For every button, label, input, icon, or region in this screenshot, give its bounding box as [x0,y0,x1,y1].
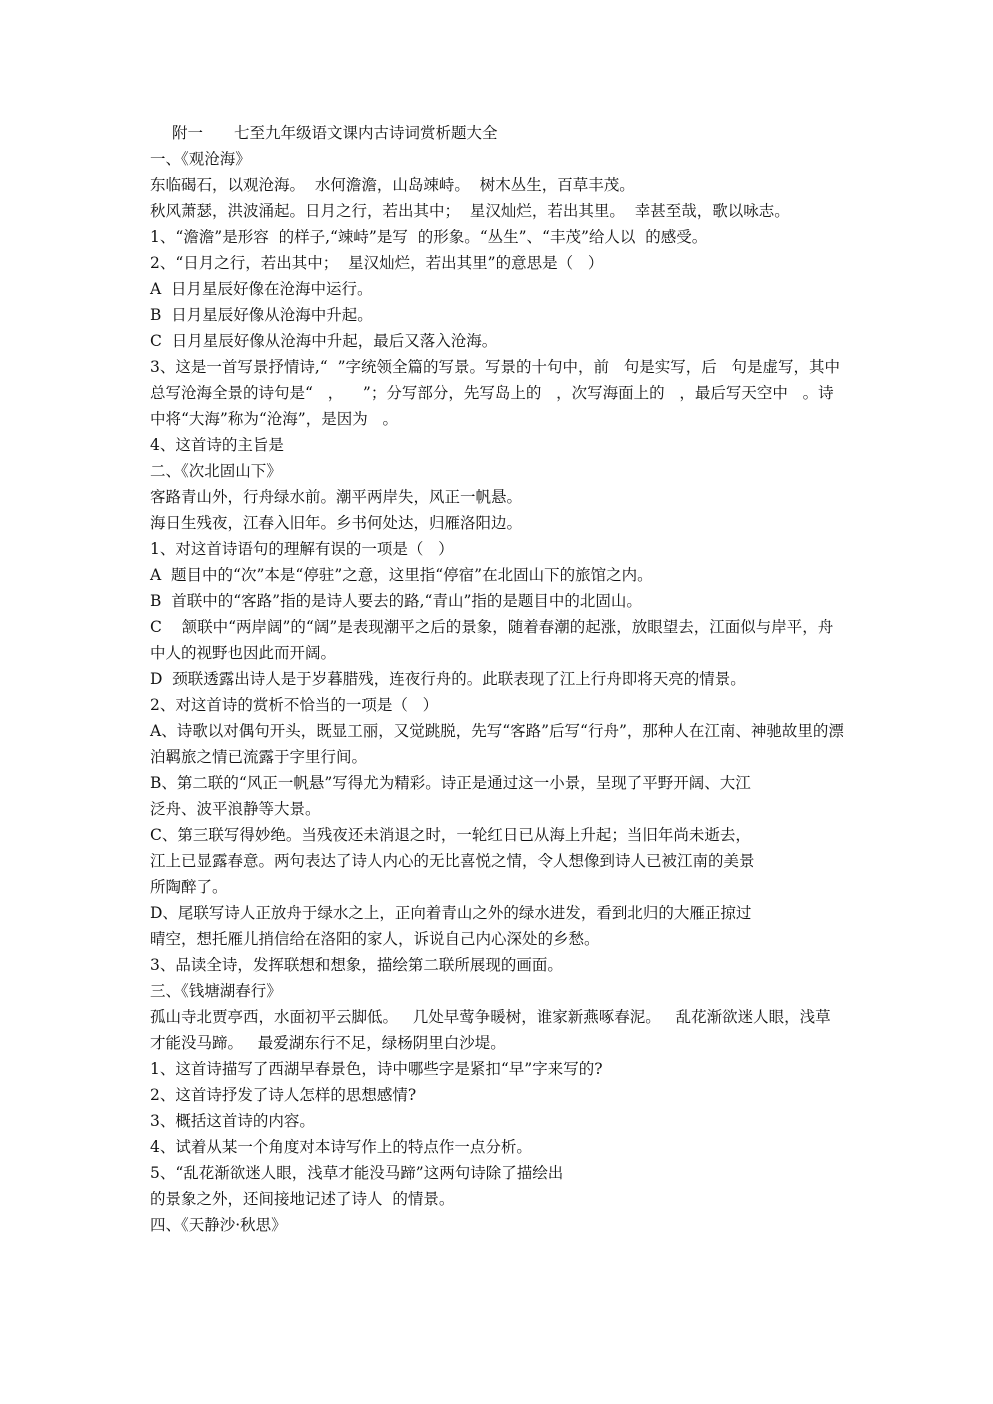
document-body [150,120,845,1238]
poem-line: 东临碣石，以观沧海。 水何澹澹，山岛竦峙。 树木丛生，百草丰茂。 [150,176,635,194]
section-heading: 二、《次北固山下》 [150,462,282,480]
option: B、第二联的“风正一帆悬”写得尤为精彩。诗正是通过这一小景，呈现了平野开阔、大江 [150,774,751,792]
question: 3、这是一首写景抒情诗,“ ”字统领全篇的写景。写景的十句中，前 句是实写，后 句是虚写，其中总写沧海全景的诗句是“ ， ”；分写部分，先写岛上的 ，次写海面上的 ，最后写天空中 。诗中将“大海”称为“沧海”，是因为 。 [150,358,841,428]
option: 晴空，想托雁儿捎信给在洛阳的家人，诉说自己内心深处的乡愁。 [150,930,600,948]
question: 2、“日月之行，若出其中； 星汉灿烂，若出其里”的意思是（ ） [150,254,604,272]
option: 江上已显露春意。两句表达了诗人内心的无比喜悦之情，令人想像到诗人已被江南的美景 [150,852,755,870]
question: 2、这首诗抒发了诗人怎样的思想感情? [150,1086,417,1104]
option: C 日月星辰好像从沧海中升起，最后又落入沧海。 [150,332,498,350]
option: D、尾联写诗人正放舟于绿水之上，正向着青山之外的绿水进发，看到北归的大雁正掠过 [150,904,752,922]
section-heading: 四、《天静沙·秋思》 [150,1216,287,1234]
option: C 颔联中“两岸阔”的“阔”是表现潮平之后的景象，随着春潮的起涨，放眼望去，江面似与岸平，舟中人的视野也因此而开阔。 [150,618,834,662]
question: 的景象之外，还间接地记述了诗人 的情景。 [150,1190,455,1208]
poem-line: 秋风萧瑟，洪波涌起。日月之行，若出其中； 星汉灿烂，若出其里。 幸甚至哉，歌以咏志。 [150,202,790,220]
section-heading: 一、《观沧海》 [150,150,251,168]
question: 1、对这首诗语句的理解有误的一项是（ ） [150,540,454,558]
question: 3、概括这首诗的内容。 [150,1112,315,1130]
option: A、诗歌以对偶句开头，既显工丽，又觉跳脱，先写“客路”后写“行舟”，那种人在江南、神驰故里的漂泊羁旅之情已流露于字里行间。 [150,722,844,766]
question: 3、品读全诗，发挥联想和想象，描绘第二联所展现的画面。 [150,956,563,974]
document-title: 附一 七至九年级语文课内古诗词赏析题大全 [172,124,498,142]
option: B 日月星辰好像从沧海中升起。 [150,306,373,324]
option: D 颈联透露出诗人是于岁暮腊残，连夜行舟的。此联表现了江上行舟即将天亮的情景。 [150,670,746,688]
question: 1、“澹澹”是形容 的样子,“竦峙”是写 的形象。“丛生”、“丰茂”给人以 的感受。 [150,228,708,246]
question: 5、“乱花渐欲迷人眼，浅草才能没马蹄”这两句诗除了描绘出 [150,1164,564,1182]
option: 泛舟、波平浪静等大景。 [150,800,321,818]
poem-line: 孤山寺北贾亭西，水面初平云脚低。 几处早莺争暖树，谁家新燕啄春泥。 乱花渐欲迷人眼，浅草才能没马蹄。 最爱湖东行不足，绿杨阴里白沙堤。 [150,1008,831,1052]
poem-line: 客路青山外，行舟绿水前。潮平两岸失，风正一帆悬。 [150,488,523,506]
option: B 首联中的“客路”指的是诗人要去的路,“青山”指的是题目中的北固山。 [150,592,642,610]
section-heading: 三、《钱塘湖春行》 [150,982,282,1000]
option: 所陶醉了。 [150,878,228,896]
poem-line: 海日生残夜，江春入旧年。乡书何处达，归雁洛阳边。 [150,514,523,532]
option: C、第三联写得妙绝。当残夜还未消退之时，一轮红日已从海上升起；当旧年尚未逝去， [150,826,751,844]
option: A 日月星辰好像在沧海中运行。 [150,280,373,298]
question: 4、试着从某一个角度对本诗写作上的特点作一点分析。 [150,1138,532,1156]
option: A 题目中的“次”本是“停驻”之意，这里指“停宿”在北固山下的旅馆之内。 [150,566,653,584]
question: 4、这首诗的主旨是 [150,436,284,454]
question: 2、对这首诗的赏析不恰当的一项是（ ） [150,696,439,714]
question: 1、这首诗描写了西湖早春景色，诗中哪些字是紧扣“早”字来写的? [150,1060,603,1078]
